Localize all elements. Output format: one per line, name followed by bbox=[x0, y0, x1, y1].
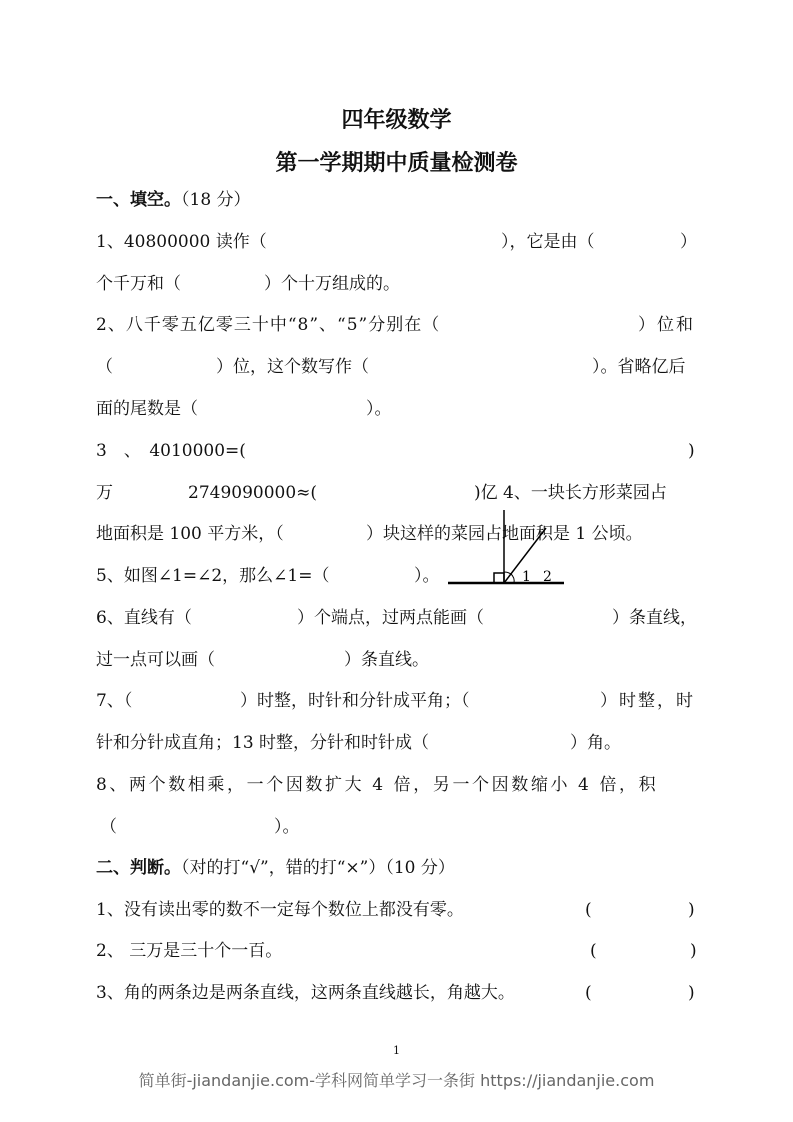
q4-text-b: ）块这样的菜园占地面积是 1 公顷。 bbox=[366, 524, 643, 544]
q3-text-c: 万 bbox=[96, 483, 113, 503]
q2-text-e: ）。省略亿后 bbox=[592, 357, 686, 377]
q6-text-a: 6、直线有（ bbox=[96, 608, 192, 628]
q2-text-f: 面的尾数是（ bbox=[96, 399, 198, 419]
q3-text-b: ) bbox=[688, 441, 695, 461]
q2-text-d: ）位，这个数写作（ bbox=[216, 357, 369, 377]
section-1-heading bbox=[96, 189, 251, 211]
section-2-heading bbox=[96, 857, 455, 879]
q1-text-e: ）个十万组成的。 bbox=[264, 274, 400, 294]
q7-text-a: 7、（ bbox=[96, 691, 133, 711]
q3-text-a: 3 、 4010000=( bbox=[96, 441, 246, 461]
q2-text-b: ）位和 bbox=[638, 315, 695, 335]
judgment-1-open[interactable]: ( bbox=[585, 900, 592, 920]
q7-text-e: ）角。 bbox=[570, 733, 621, 753]
right-angle-mark bbox=[494, 573, 504, 583]
q4-text-a: 地面积是 100 平方米，（ bbox=[96, 524, 284, 544]
q6-text-b: ）个端点，过两点能画（ bbox=[297, 608, 484, 628]
judgment-3-close: ) bbox=[688, 983, 695, 1003]
q1-text-b: ），它是由（ bbox=[501, 232, 595, 252]
q3-text-d: 2749090000≈( bbox=[188, 483, 318, 503]
page-subtitle: 第一学期期中质量检测卷 bbox=[275, 151, 518, 176]
q1-text-a: 1、40800000 读作（ bbox=[96, 232, 267, 252]
angle-arc-2 bbox=[511, 574, 514, 583]
q6-text-e: ）条直线。 bbox=[344, 650, 429, 670]
judgment-3-open[interactable]: ( bbox=[585, 983, 592, 1003]
angle-label-1: 1 bbox=[522, 569, 531, 585]
q7-text-b: ）时整，时针和分针成平角；（ bbox=[240, 691, 470, 711]
q2-text-a: 2、八千零五亿零三十中“8”、“5”分别在（ bbox=[96, 315, 441, 335]
page-title: 四年级数学 bbox=[341, 108, 452, 133]
q2-text-c: （ bbox=[96, 357, 113, 377]
angle-figure bbox=[444, 500, 569, 590]
judgment-2-text: 2、 三万是三十个一百。 bbox=[96, 941, 283, 961]
q5-text-a: 5、如图∠1=∠2，那么∠1=（ bbox=[96, 566, 330, 586]
section-2-title: 二、判断。 bbox=[96, 858, 181, 878]
q8-text-a: 8、两个数相乘，一个因数扩大 4 倍，另一个因数缩小 4 倍，积 bbox=[96, 775, 659, 795]
q1-text-d: 个千万和（ bbox=[96, 274, 181, 294]
judgment-3-text: 3、角的两条边是两条直线，这两条直线越长，角越大。 bbox=[96, 983, 515, 1003]
q3-text-e: )亿 4、一块长方形菜园占 bbox=[474, 483, 667, 503]
q8-text-c: ）。 bbox=[274, 817, 300, 837]
q5-text-b: ）。 bbox=[414, 566, 440, 586]
q6-text-c: ）条直线， bbox=[612, 608, 697, 628]
footer-watermark: 简单街-jiandanjie.com-学科网简单学习一条街 https://jiandanjie.com bbox=[138, 1071, 655, 1090]
judgment-2-close: ) bbox=[690, 941, 697, 961]
page-number: 1 bbox=[393, 1044, 400, 1057]
angle-arc-1 bbox=[504, 572, 512, 575]
q2-text-g: ）。 bbox=[366, 399, 392, 419]
judgment-1-text: 1、没有读出零的数不一定每个数位上都没有零。 bbox=[96, 900, 464, 920]
section-2-instructions: （对的打“√”，错的打“×”）（10 分） bbox=[181, 858, 455, 878]
q1-text-c: ） bbox=[680, 232, 697, 252]
angle-label-2: 2 bbox=[543, 569, 552, 585]
judgment-2-open[interactable]: ( bbox=[590, 941, 597, 961]
q8-text-b: （ bbox=[100, 817, 117, 837]
judgment-1-close: ) bbox=[688, 900, 695, 920]
q7-text-c: ）时整，时 bbox=[600, 691, 695, 711]
q6-text-d: 过一点可以画（ bbox=[96, 650, 215, 670]
q7-text-d: 针和分针成直角；13 时整，分针和时针成（ bbox=[96, 733, 430, 753]
section-1-points: （18 分） bbox=[181, 190, 251, 210]
section-1-title: 一、填空。 bbox=[96, 190, 181, 210]
